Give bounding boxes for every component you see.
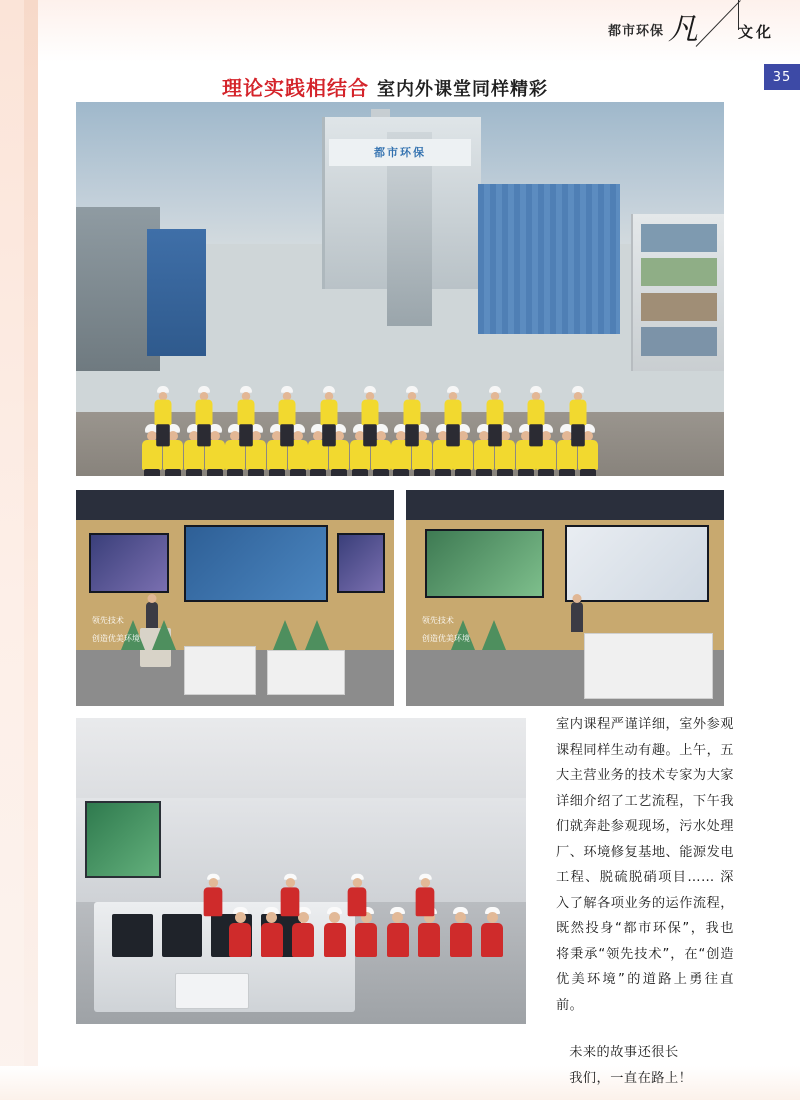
decor-tree-icon — [273, 620, 297, 650]
control-room-ceiling — [76, 718, 526, 798]
hall-overlay-text-1: 领先技术 — [421, 616, 454, 626]
hall-overlay-text-1: 领先技术 — [91, 616, 124, 626]
visitor-in-red-shirt-back — [415, 874, 434, 917]
decor-tree-icon — [305, 620, 329, 650]
brand-logo — [607, 12, 698, 47]
section-label: 文化 — [737, 23, 774, 41]
left-band-inner-stripe — [24, 0, 38, 1100]
console-monitor — [162, 914, 203, 957]
visitor-in-red-shirt — [229, 907, 251, 957]
student-crowd — [147, 214, 665, 423]
closing-line-2: 我们，一直在路上！ — [569, 1070, 693, 1086]
hall-overlay-text-2: 创造优美环境 — [421, 633, 470, 643]
brand-mark-glyph: 凡 — [668, 12, 698, 47]
control-room-wall-screen — [85, 801, 161, 878]
page-header — [0, 0, 800, 64]
brand-name-label: 都市环保 — [607, 24, 664, 39]
hall-overlay-text-2: 创造优美环境 — [91, 633, 140, 643]
visitor-in-red-shirt-back — [348, 874, 367, 917]
console-monitor — [112, 914, 153, 957]
article-title — [222, 72, 548, 101]
body-paragraph-1: 室内课程严谨详细，室外参观课程同样生动有趣。上午，五大主营业务的技术专家为大家详细介绍了工艺流程，下午我们就奔赴参观现场，污水处理厂、环境修复基地、能源发电工程、脱硫脱硝项目…… 深入了解各项业务的运作流程，既然投身“都市环保”，我也将秉承“领先技术”，在“创造优美环境”的道路上勇往直前。 — [556, 717, 734, 1013]
visitor-in-red-shirt — [481, 907, 503, 957]
visitor-in-red-shirt — [261, 907, 283, 957]
office-printer — [175, 973, 249, 1009]
left-decorative-band — [0, 0, 38, 1100]
indoor-lecture-left-photo — [76, 490, 394, 706]
hall-side-screen — [89, 533, 169, 593]
hall-main-screen — [184, 525, 328, 602]
title-red-segment: 理论实践相结合 — [222, 76, 369, 100]
visitor-in-red-shirt — [324, 907, 346, 957]
indoor-lecture-right-photo — [406, 490, 724, 706]
hall-standee-banner — [184, 646, 256, 696]
hall-standee-banner — [267, 650, 345, 695]
page-number-badge: 35 — [764, 64, 800, 90]
group-photo-at-plant — [76, 102, 724, 476]
header-diagonal-line — [696, 0, 741, 47]
closing-line-1: 未来的故事还很长 — [569, 1045, 679, 1060]
hall-photo-board — [584, 633, 713, 700]
article-closing-block — [556, 1040, 734, 1091]
visitor-in-red-shirt — [387, 907, 409, 957]
visitor-in-red-shirt — [450, 907, 472, 957]
hall-slide-screen — [565, 525, 709, 602]
hall-side-screen-right — [337, 533, 386, 593]
visitor-in-red-shirt-back — [280, 874, 299, 917]
plant-logo-caption: 都市环保 — [329, 139, 472, 165]
visitor-in-red-shirt-back — [204, 874, 223, 917]
decor-tree-icon — [482, 620, 506, 650]
decor-tree-icon — [152, 620, 176, 650]
title-dark-segment: 室内外课堂同样精彩 — [377, 79, 548, 100]
control-room-photo — [76, 718, 526, 1024]
article-body-column — [556, 712, 734, 1091]
hall-main-screen — [425, 529, 543, 598]
hall-speaker — [571, 602, 583, 632]
